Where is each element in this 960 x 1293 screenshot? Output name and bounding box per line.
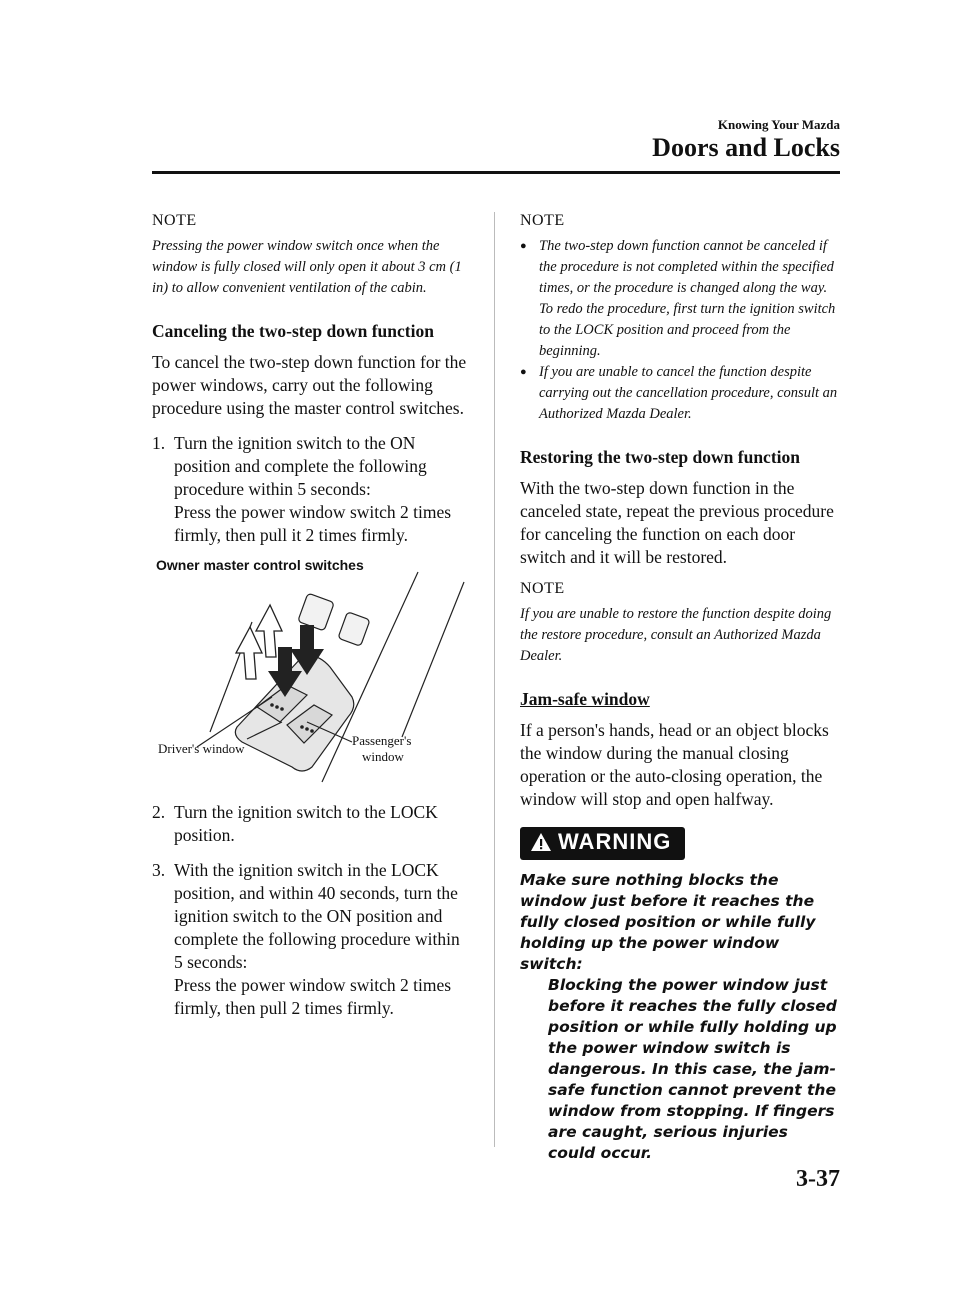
note-bullet — [520, 362, 838, 425]
note-heading: NOTE — [520, 580, 565, 597]
cancel-heading: Canceling the two-step down function — [152, 321, 434, 341]
bullet-text: If you are unable to cancel the function despite carrying out the cancellation procedure, consult an Authorized Mazda Dealer. — [539, 364, 838, 422]
step-2 — [152, 801, 470, 847]
note-bullet — [520, 236, 838, 362]
step-1 — [152, 432, 470, 547]
cancel-intro: To cancel the two-step down function for the power windows, carry out the following procedure using the master control switches. — [152, 352, 467, 418]
step-text: Turn the ignition switch to the ON position and complete the following procedure within 5 seconds: — [174, 433, 427, 499]
page-number: 3-37 — [796, 1166, 840, 1192]
left-column — [152, 212, 470, 1020]
warning-detail: Blocking the power window just before it reaches the fully closed position or while fully holding up the power window switch is dangerous. In this case, the jam-safe function cannot prevent the window from stopping. If fingers are caught, serious injuries could occur. — [548, 976, 837, 1162]
section-name: Knowing Your Mazda — [717, 117, 840, 132]
step-3 — [152, 859, 470, 1020]
step-number: 1. — [152, 433, 166, 453]
warning-lead: Make sure nothing blocks the window just before it reaches the fully closed position or while fully holding up the power window switch: — [520, 871, 816, 973]
page-title: Doors and Locks — [652, 133, 840, 162]
warning-icon — [530, 832, 552, 858]
switch-figure — [152, 557, 472, 793]
warning-label: WARNING — [558, 829, 672, 854]
header-rule — [152, 171, 840, 174]
bullet-icon: ● — [520, 366, 527, 378]
column-divider — [494, 212, 495, 1147]
step-text: With the ignition switch in the LOCK position, and within 40 seconds, turn the ignition switch to the ON position and complete the following procedure within 5 seconds: — [174, 860, 460, 972]
step-sub: Press the power window switch 2 times firmly, then pull 2 times firmly. — [174, 975, 452, 1018]
restore-text: With the two-step down function in the canceled state, repeat the previous procedure for canceling the function on each door switch and it will be restored. — [520, 478, 834, 567]
warning-box — [520, 827, 838, 1164]
step-number: 3. — [152, 860, 166, 880]
master-control-switch-illustration — [152, 557, 472, 793]
jam-safe-heading: Jam-safe window — [520, 689, 650, 709]
note-body: If you are unable to restore the function despite doing the restore procedure, consult an Authorized Mazda Dealer. — [520, 606, 832, 664]
figure-label-passenger-2: window — [362, 749, 404, 764]
note-heading: NOTE — [152, 212, 197, 229]
bullet-icon: ● — [520, 240, 527, 252]
note-heading: NOTE — [520, 212, 565, 229]
restore-heading: Restoring the two-step down function — [520, 447, 800, 467]
figure-label-master-switches: Owner master control switches — [156, 557, 364, 573]
right-column — [520, 212, 838, 1164]
step-sub: Press the power window switch 2 times firmly, then pull it 2 times firmly. — [174, 502, 452, 545]
note-body: Pressing the power window switch once when the window is fully closed will only open it about 3 cm (1 in) to allow convenient ventilation of the cabin. — [152, 238, 462, 296]
figure-label-driver: Driver's window — [158, 741, 245, 756]
step-text: Turn the ignition switch to the LOCK position. — [174, 802, 438, 845]
bullet-text: The two-step down function cannot be canceled if the procedure is not completed within the specified times, or the procedure is changed along the way. To redo the procedure, first turn the ignition switch to the LOCK position and proceed from the beginning. — [539, 238, 836, 359]
step-number: 2. — [152, 802, 166, 822]
warning-badge — [520, 827, 685, 860]
jam-safe-text: If a person's hands, head or an object blocks the window during the manual closing operation or the auto-closing operation, the window will stop and open halfway. — [520, 720, 829, 809]
figure-label-passenger-1: Passenger's — [352, 733, 412, 748]
